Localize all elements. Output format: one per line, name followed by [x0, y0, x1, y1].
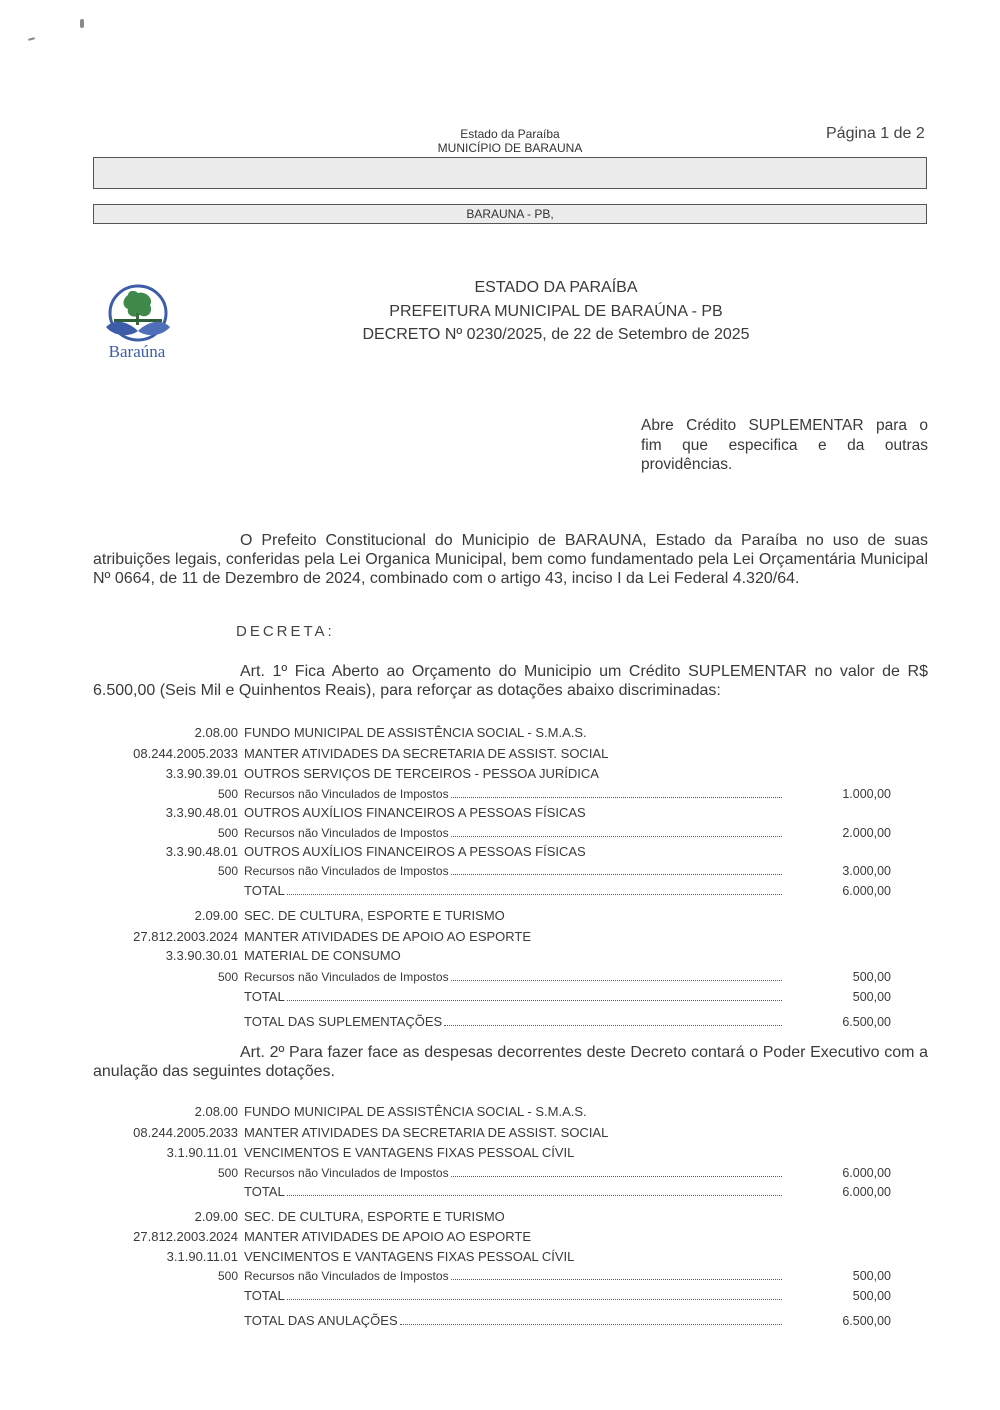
table-row	[110, 824, 900, 842]
amount-value: 6.500,00	[842, 1314, 891, 1328]
leader-dots	[444, 1013, 782, 1026]
account-code: 2.09.00	[194, 1209, 238, 1224]
header-state-line: Estado da Paraíba	[460, 127, 560, 141]
amount-value: 6.000,00	[842, 1166, 891, 1180]
account-description: OUTROS AUXÍLIOS FINANCEIROS A PESSOAS FÍSICAS	[244, 844, 586, 859]
dotted-leader	[244, 862, 782, 880]
table-row	[110, 1124, 900, 1142]
dotted-leader	[244, 824, 782, 842]
table-row	[110, 1208, 900, 1226]
table-row	[110, 843, 900, 861]
leader-dots	[287, 988, 782, 1001]
account-description: Recursos não Vinculados de Impostos	[244, 970, 449, 984]
account-code: 500	[217, 970, 238, 984]
account-description: MANTER ATIVIDADES DE APOIO AO ESPORTE	[244, 929, 532, 944]
table-row	[110, 1267, 900, 1285]
header-band-empty	[93, 157, 927, 189]
account-description: TOTAL	[244, 1184, 285, 1199]
dotted-leader	[244, 785, 782, 803]
account-description: OUTROS SERVIÇOS DE TERCEIROS - PESSOA JURÍDICA	[244, 766, 599, 781]
preamble-block	[93, 531, 928, 588]
account-description: FUNDO MUNICIPAL DE ASSISTÊNCIA SOCIAL - S.M.A.S.	[244, 725, 587, 740]
account-description: Recursos não Vinculados de Impostos	[244, 826, 449, 840]
account-code: 500	[217, 787, 238, 801]
account-description: TOTAL DAS ANULAÇÕES	[244, 1313, 398, 1328]
table-row	[110, 804, 900, 822]
article-2-text: Art. 2º Para fazer face as despesas decorrentes deste Decreto contará o Poder Executivo com a anulação das seguintes dotações.	[93, 1044, 928, 1080]
account-code: 3.3.90.48.01	[165, 805, 238, 820]
dotted-leader	[244, 968, 782, 986]
decree-title: DECRETO Nº 0230/2025, de 22 de Setembro de 2025	[362, 326, 750, 343]
leader-dots	[287, 1183, 782, 1196]
leader-dots	[451, 968, 782, 981]
amount-value: 6.000,00	[842, 884, 891, 898]
account-description: MATERIAL DE CONSUMO	[244, 948, 401, 963]
account-description: Recursos não Vinculados de Impostos	[244, 787, 449, 801]
article-1-block	[93, 662, 928, 700]
amount-value: 6.500,00	[842, 1015, 891, 1029]
table-row	[110, 745, 900, 763]
summary-line-1: Abre Crédito SUPLEMENTAR para o	[641, 417, 928, 434]
leader-dots	[287, 882, 782, 895]
account-description: Recursos não Vinculados de Impostos	[244, 1269, 449, 1283]
leader-dots	[400, 1312, 782, 1325]
account-description: TOTAL DAS SUPLEMENTAÇÕES	[244, 1014, 443, 1029]
article-2-block	[93, 1043, 928, 1081]
account-description: MANTER ATIVIDADES DA SECRETARIA DE ASSIST. SOCIAL	[244, 746, 609, 761]
account-code: 3.3.90.30.01	[165, 948, 238, 963]
letterhead-state: ESTADO DA PARAÍBA	[474, 279, 638, 296]
table-row	[110, 1164, 900, 1182]
scan-speck	[80, 19, 84, 28]
account-description: TOTAL	[244, 883, 285, 898]
table-row	[110, 1228, 900, 1246]
logo-wordmark: Baraúna	[108, 342, 166, 361]
header-band-location: BARAUNA - PB,	[93, 204, 927, 224]
account-description: VENCIMENTOS E VANTAGENS FIXAS PESSOAL CÍVIL	[244, 1145, 575, 1160]
dotted-leader	[244, 1164, 782, 1182]
account-code: 2.08.00	[194, 725, 238, 740]
account-description: OUTROS AUXÍLIOS FINANCEIROS A PESSOAS FÍSICAS	[244, 805, 586, 820]
account-description: TOTAL	[244, 1288, 285, 1303]
account-code: 3.3.90.48.01	[165, 844, 238, 859]
account-description: FUNDO MUNICIPAL DE ASSISTÊNCIA SOCIAL - S.M.A.S.	[244, 1104, 587, 1119]
amount-value: 6.000,00	[842, 1185, 891, 1199]
table-row	[110, 724, 900, 742]
summary-line-3: providências.	[641, 456, 733, 473]
article-1-text: Art. 1º Fica Aberto ao Orçamento do Municipio um Crédito SUPLEMENTAR no valor de R$ 6.500,00 (Seis Mil e Quinhentos Reais), para reforçar as dotações abaixo discriminadas:	[93, 663, 928, 699]
leader-dots	[451, 1267, 782, 1280]
amount-value: 1.000,00	[842, 787, 891, 801]
leader-dots	[287, 1287, 782, 1300]
account-description: MANTER ATIVIDADES DE APOIO AO ESPORTE	[244, 1229, 532, 1244]
table-row	[110, 928, 900, 946]
dotted-leader	[244, 1013, 782, 1031]
table-row	[110, 862, 900, 880]
account-code: 3.3.90.39.01	[165, 766, 238, 781]
dotted-leader	[244, 882, 782, 900]
table-row	[110, 1144, 900, 1162]
page-indicator: Página 1 de 2	[826, 125, 925, 142]
leader-dots	[451, 1164, 782, 1177]
table-row	[110, 907, 900, 925]
amount-value: 500,00	[852, 1269, 891, 1283]
decree-summary	[641, 416, 928, 475]
leader-dots	[451, 862, 782, 875]
scan-speck	[28, 37, 35, 41]
amount-value: 2.000,00	[842, 826, 891, 840]
dotted-leader	[244, 1312, 782, 1330]
account-code: 3.1.90.11.01	[166, 1145, 238, 1160]
table-row	[110, 1248, 900, 1266]
summary-line-2: fim que especifica e da outras	[641, 436, 928, 454]
dotted-leader	[244, 988, 782, 1006]
table-row	[110, 785, 900, 803]
account-description: TOTAL	[244, 989, 285, 1004]
account-description: SEC. DE CULTURA, ESPORTE E TURISMO	[244, 908, 505, 923]
account-description: MANTER ATIVIDADES DA SECRETARIA DE ASSIST. SOCIAL	[244, 1125, 609, 1140]
decreta-heading: DECRETA:	[236, 623, 335, 640]
account-code: 08.244.2005.2033	[133, 1125, 238, 1140]
table-row	[110, 1183, 900, 1201]
amount-value: 500,00	[852, 990, 891, 1004]
amount-value: 500,00	[852, 1289, 891, 1303]
account-code: 08.244.2005.2033	[133, 746, 238, 761]
header-municipality-line: MUNICÍPIO DE BARAUNA	[437, 141, 583, 155]
letterhead-prefeitura: PREFEITURA MUNICIPAL DE BARAÚNA - PB	[389, 303, 723, 320]
table-row	[110, 1312, 900, 1330]
leader-dots	[451, 824, 782, 837]
account-code: 2.08.00	[194, 1104, 238, 1119]
amount-value: 3.000,00	[842, 864, 891, 878]
table-row	[110, 988, 900, 1006]
account-description: Recursos não Vinculados de Impostos	[244, 864, 449, 878]
account-code: 2.09.00	[194, 908, 238, 923]
dotted-leader	[244, 1287, 782, 1305]
account-code: 500	[217, 1166, 238, 1180]
account-code: 500	[217, 1269, 238, 1283]
table-row	[110, 1287, 900, 1305]
dotted-leader	[244, 1267, 782, 1285]
table-row	[110, 968, 900, 986]
table-row	[110, 947, 900, 965]
leader-dots	[451, 785, 782, 798]
account-description: Recursos não Vinculados de Impostos	[244, 1166, 449, 1180]
table-row	[110, 1013, 900, 1031]
table-row	[110, 1103, 900, 1121]
table-row	[110, 765, 900, 783]
table-row	[110, 882, 900, 900]
account-description: SEC. DE CULTURA, ESPORTE E TURISMO	[244, 1209, 505, 1224]
amount-value: 500,00	[852, 970, 891, 984]
account-code: 3.1.90.11.01	[166, 1249, 238, 1264]
account-code: 500	[217, 864, 238, 878]
dotted-leader	[244, 1183, 782, 1201]
account-code: 27.812.2003.2024	[133, 929, 238, 944]
account-description: VENCIMENTOS E VANTAGENS FIXAS PESSOAL CÍVIL	[244, 1249, 575, 1264]
preamble-text: O Prefeito Constitucional do Municipio de BARAUNA, Estado da Paraíba no uso de suas atribuições legais, conferidas pela Lei Organica Municipal, bem como fundamentado pela Lei Orçamentária Municipal Nº 0664, de 11 de Dezembro de 2024, combinado com o artigo 43, inciso I da Lei Federal 4.320/64.	[93, 532, 928, 587]
account-code: 500	[217, 826, 238, 840]
account-code: 27.812.2003.2024	[133, 1229, 238, 1244]
